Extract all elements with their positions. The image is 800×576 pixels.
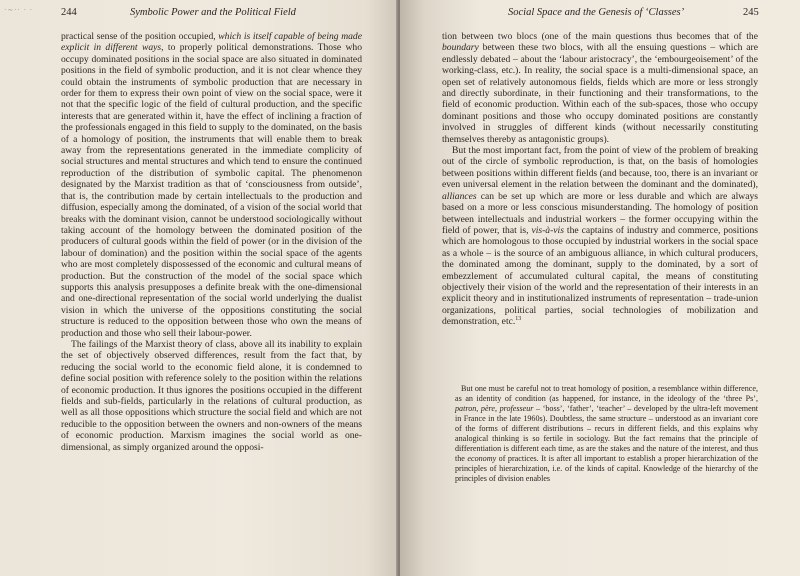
left-body-text [61,31,362,453]
italic-text-run: patron, père, professeur [455,404,534,413]
italic-text-run: alliances [442,190,477,202]
right-page-header [400,6,800,20]
right-page [400,0,800,576]
paragraph [61,31,362,339]
text-run: tion between two blocs (one of the main questions thus becomes that of the [442,31,758,42]
left-page [0,0,398,576]
left-page-header [0,6,398,20]
text-run: But the most important fact, from the point of view of the problem of breaking out of the circle of symbolic reproduction, is that, on the basis of homologies between positions within different fields (and because, too, there is an invariant or even universal element in the relation between the dominant and the dominated), [442,145,758,191]
left-page-number: 244 [61,7,77,18]
page-edge-mark: ·∼·· · · [4,6,34,14]
footnote-text [455,384,758,484]
italic-text-run: economy [467,454,497,463]
text-run: The failings of the Marxist theory of class, above all its inability to explain the set of objectively observed differences, result from the fact that, by reducing the social world to the economic field alone, it is condemned to define social position with reference solely to the position within the relations of economic production. It thus ignores the positions occupied in the different fields and sub-fields, particularly in the relations of cultural production, as well as all those oppositions which structure the social field and which are not reducible to the opposition between the owners and non-owners of the means of economic production. Marxism imagines the social world as one-dimensional, as simply organized around the opposi- [61,338,362,453]
text-run: between these two blocs, with all the ensuing questions – which are endlessly debated – about the ‘labour aristocracy’, the ‘embourgeoisement’ of the working-class, etc.). In reality, the social space is a multi-dimensional space, an open set of relatively autonomous fields, fields which are more or less strongly and directly subordinate, in their functioning and their transformations, to the field of economic production. Within each of the sub-spaces, those who occupy dominant positions and those who occupy dominated positions are constantly involved in struggles of different kinds (without necessarily constituting themselves thereby as antagonistic groups). [442,42,758,145]
footnote-reference: 13 [515,315,522,322]
paragraph [61,339,362,453]
text-run: of practices. It is after all important to establish a proper hierarchization of the principles of hierarchization, i.e. of the kinds of capital. Knowledge of the hierarchy of the principles of division enables [455,454,758,483]
right-page-number: 245 [743,7,759,18]
left-running-title: Symbolic Power and the Political Field [130,7,296,18]
right-body-text [442,31,758,328]
italic-text-run: vis-à-vis [531,224,564,236]
text-run: , to properly political demonstrations. Those who occupy dominated positions in the social space are also situated in dominated positions in the field of symbolic production, and it is not clear whence they could obtain the instruments of symbolic production that are necessary in order for them to express their own point of view on the social space, were it not that the specific logic of the field of cultural production, and the specific interests that are generated within it, have the effect of inclining a fraction of the professionals engaged in this field to supply to the dominated, on the basis of a homology of position, the instruments that will enable them to break away from the representations generated in the immediate complicity of social structures and mental structures and which tend to ensure the continued reproduction of the distribution of symbolic capital. The phenomenon designated by the Marxist tradition as that of ‘consciousness from outside’, that is, the contribution made by certain intellectuals to the production and diffusion, especially among the dominated, of a vision of the social world that breaks with the dominant vision, cannot be understood sociologically without taking account of the homology between the dominated position of the producers of cultural goods within the field of power (or in the division of the labour of domination) and the position within the social space of the agents who are most completely dispossessed of the economic and cultural means of production. But the construction of the model of the social space which supports this analysis presupposes a definite break with the one-dimensional and one-directional representation of the social world underlying the dualist vision in which the universe of the oppositions constituting the social structure is reduced to the opposition between those who own the means of production and those who sell their labour-power. [61,42,362,339]
text-run: the captains of industry and commerce, positions which are homologous to those occupied by industrial workers in the social space as a whole – is the source of an ambiguous alliance, in which cultural producers, the dominated among the dominant, supply to the dominated, by a sort of embezzlement of accumulated cultural capital, the means of constituting objectively their vision of the world and the representation of their interests in an explicit theory and in institutionalized instruments of representation – trade-union organizations, political parties, social technologies of mobilization and demonstration, etc. [442,224,758,328]
italic-text-run: boundary [442,42,479,54]
paragraph [442,145,758,328]
text-run: practical sense of the position occupied, [61,31,219,42]
text-run: can be set up which are more or less durable and which are always based on a more or less conscious misunderstanding. The homology of position between intellectuals and industrial workers – the former occupying within the field of power, that is, [442,190,758,236]
text-run: – ‘boss’, ‘father’, ‘teacher’ – developed by the ultra-left movement in France in the late 1960s). Doubtless, the same structure – understood as an invariant core of the forms of different distributions – recurs in different fields, and this explains why analogical thinking is so fertile in sociology. But the fact remains that the principle of differentiation is different each time, as are the stakes and the nature of the interest, and thus the [455,404,758,463]
right-running-title: Social Space and the Genesis of ‘Classes’ [508,7,685,18]
footnote-paragraph [455,384,758,484]
paragraph [442,31,758,145]
italic-text-run: which is itself capable of being made explicit in different ways [61,31,362,54]
text-run: But one must be careful not to treat homology of position, a resemblance within difference, as an identity of condition (as happened, for instance, in the ideology of the ‘three Ps’, [455,384,758,403]
